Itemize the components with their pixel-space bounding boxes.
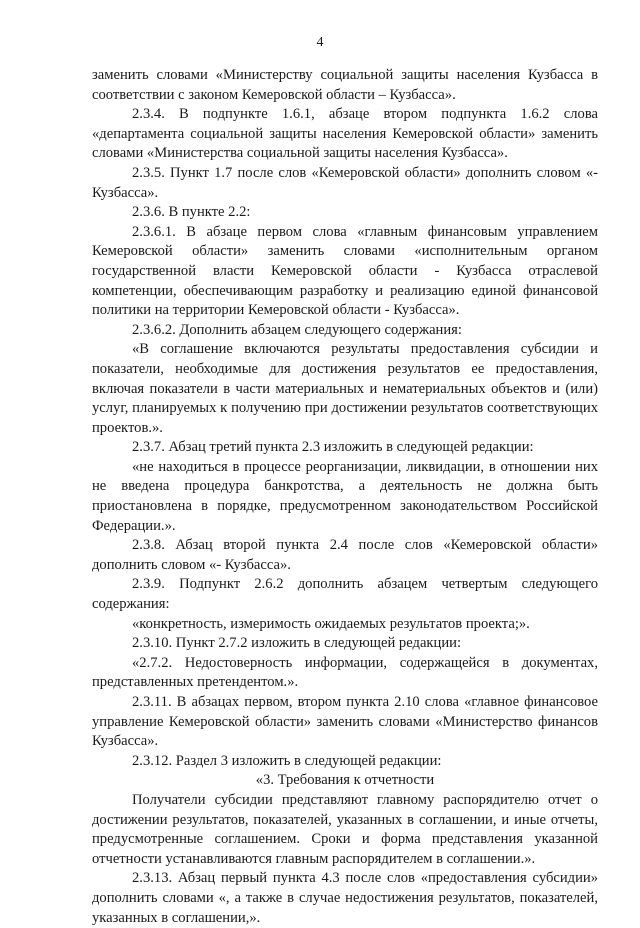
paragraph: Получатели субсидии представляют главному распорядителю отчет о достижении результатов, показателей, указанных в соглашении, и иные отчеты, предусмотренные соглашением. Сроки и форма представления указанной отчетности устанавливаются главным распорядителем в соглашении.». [92, 791, 598, 867]
paragraph: «В соглашение включаются результаты предоставления субсидии и показатели, необходимые для достижения результатов ее предоставления, включая показатели в части материальных и нематериальных объектов и (или) услуг, планируемых к получению при достижении результатов соответствующих проектов.». [92, 341, 598, 436]
paragraph: 2.3.4. В подпункте 1.6.1, абзаце втором подпункта 1.6.2 слова «департамента социальной защиты населения Кемеровской области» заменить словами «Министерства социальной защиты населения Кузбасса». [92, 106, 598, 162]
paragraph: «2.7.2. Недостоверность информации, содержащейся в документах, представленных претендентом.». [92, 654, 598, 691]
document-body [92, 66, 598, 928]
section-heading: «3. Требования к отчетности [255, 772, 435, 789]
paragraph: 2.3.6.2. Дополнить абзацем следующего содержания: [132, 321, 462, 338]
paragraph: 2.3.10. Пункт 2.7.2 изложить в следующей редакции: [132, 635, 461, 652]
paragraph: 2.3.6.1. В абзаце первом слова «главным финансовым управлением Кемеровской области» заменить словами «исполнительным органом государственной власти Кемеровской области - Кузбасса отраслевой компетенции, обеспечивающим разработку и реализацию единой финансовой политики на территории Кемеровской области - Кузбасса». [92, 223, 598, 319]
paragraph: 2.3.7. Абзац третий пункта 2.3 изложить в следующей редакции: [132, 439, 534, 456]
paragraph: 2.3.12. Раздел 3 изложить в следующей редакции: [132, 752, 442, 769]
paragraph: 2.3.6. В пункте 2.2: [132, 204, 251, 221]
paragraph: 2.3.9. Подпункт 2.6.2 дополнить абзацем четвертым следующего содержания: [92, 576, 598, 613]
page-number: 4 [316, 35, 324, 50]
paragraph: 2.3.11. В абзацах первом, втором пункта 2.10 слова «главное финансовое управление Кемеровской области» заменить словами «Министерство финансов Кузбасса». [92, 694, 598, 750]
paragraph: 2.3.8. Абзац второй пункта 2.4 после слов «Кемеровской области» дополнить словом «- Кузбасса». [92, 537, 598, 573]
paragraph: «конкретность, измеримость ожидаемых результатов проекта;». [132, 615, 530, 632]
paragraph: «не находиться в процессе реорганизации, ликвидации, в отношении них не введена процедура банкротства, а деятельность не должна быть приостановлена в порядке, предусмотренном законодательством Российской Федерации.». [92, 458, 598, 534]
paragraph: 2.3.5. Пункт 1.7 после слов «Кемеровской области» дополнить словом «- Кузбасса». [92, 164, 598, 201]
paragraph: 2.3.13. Абзац первый пункта 4.3 после слов «предоставления субсидии» дополнить словами «, а также в случае недостижения результатов, показателей, указанных в соглашении,». [92, 870, 598, 926]
paragraph: заменить словами «Министерству социальной защиты населения Кузбасса в соответствии с законом Кемеровской области – Кузбасса». [92, 67, 598, 103]
